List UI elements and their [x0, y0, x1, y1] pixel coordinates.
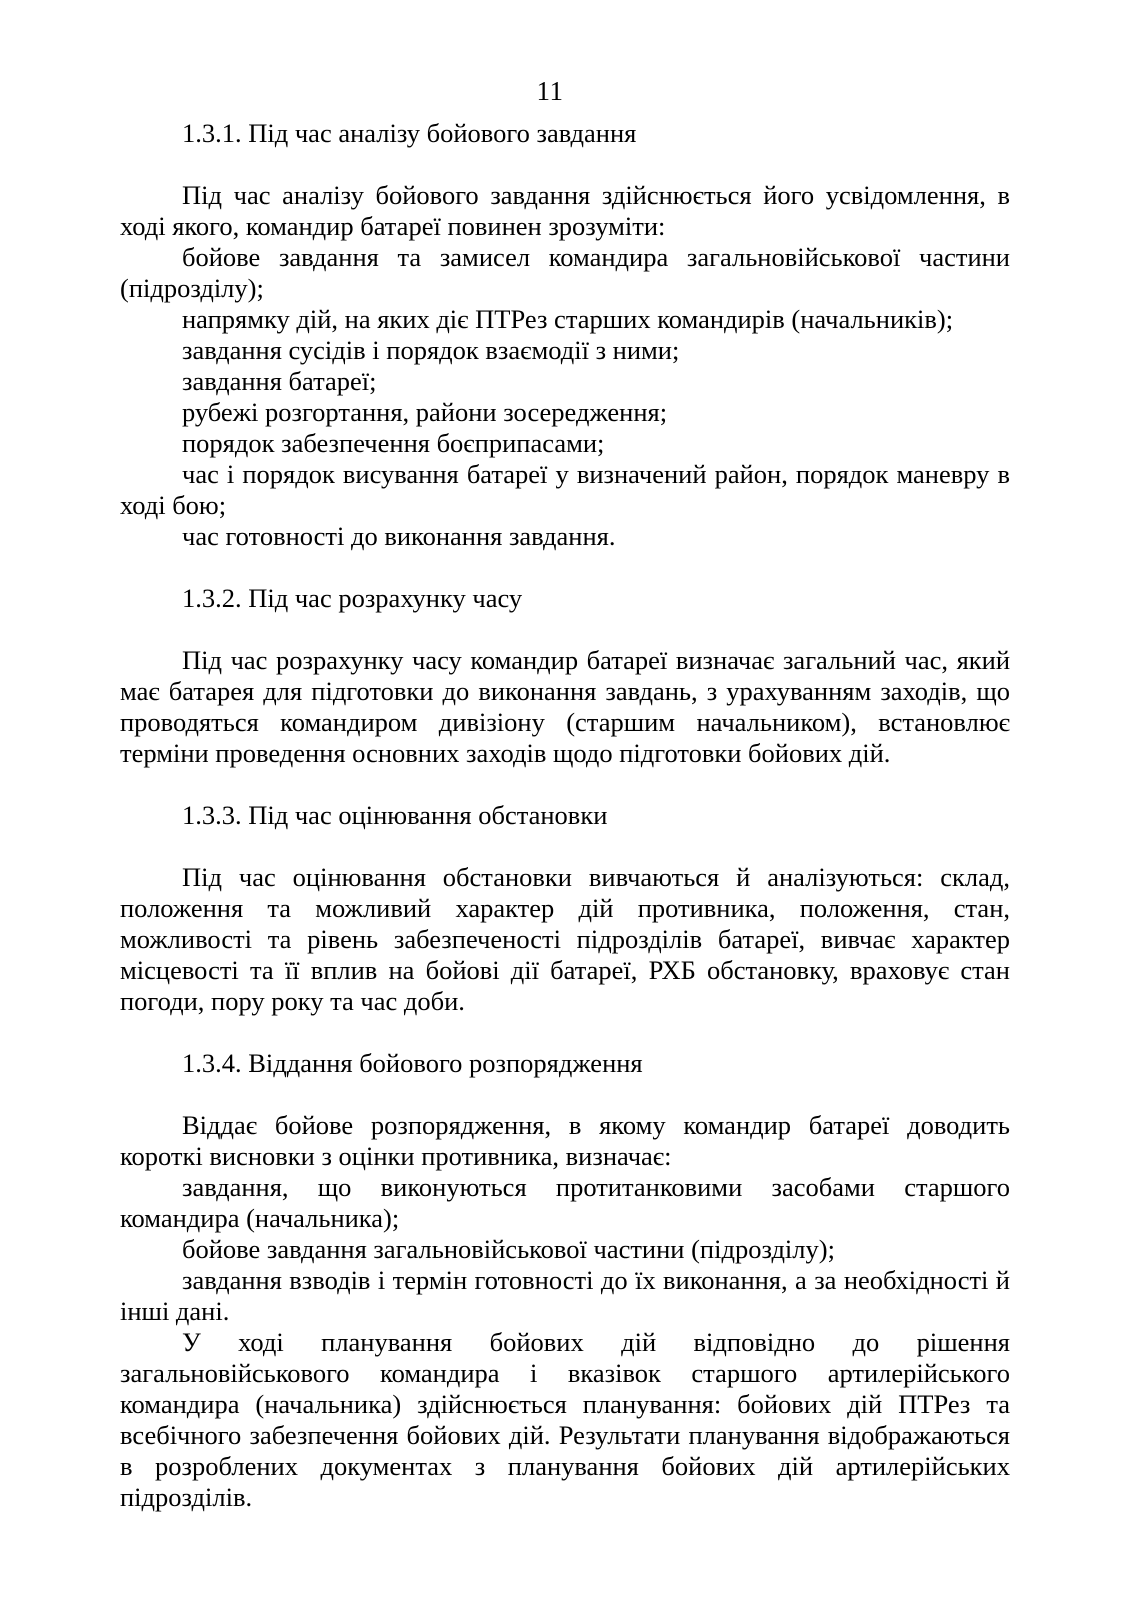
paragraph-1-3-1-intro: Під час аналізу бойового завдання здійснюється його усвідомлення, в ході якого, командир батареї повинен зрозуміти:: [120, 180, 1010, 241]
section-heading-1-3-3: 1.3.3. Під час оцінювання обстановки: [182, 800, 608, 830]
list-item-1-3-1-7: час і порядок висування батареї у визначений район, порядок маневру в ході бою;: [120, 459, 1010, 520]
list-item-1-3-1-2: напрямку дій, на яких діє ПТРез старших командирів (начальників);: [182, 304, 954, 334]
list-item-1-3-1-8: час готовності до виконання завдання.: [182, 521, 616, 551]
list-item-1-3-1-6: порядок забезпечення боєприпасами;: [182, 428, 605, 458]
paragraph-1-3-4-closing: У ході планування бойових дій відповідно до рішення загальновійськового командира і вказівок старшого артилерійського командира (начальника) здійснюється планування: бойових дій ПТРез та всебічного забезпечення бойових дій. Результати планування відображаються в розроблених документах з планування бойових дій артилерійських підрозділів.: [120, 1327, 1010, 1512]
list-item-1-3-4-2: бойове завдання загальновійськової частини (підрозділу);: [182, 1234, 835, 1264]
paragraph-1-3-4-intro: Віддає бойове розпорядження, в якому командир батареї доводить короткі висновки з оцінки противника, визначає:: [120, 1110, 1010, 1171]
list-item-1-3-4-3: завдання взводів і термін готовності до їх виконання, а за необхідності й інші дані.: [120, 1265, 1010, 1326]
spacer: [120, 769, 1010, 800]
section-heading-1-3-1: 1.3.1. Під час аналізу бойового завдання: [182, 118, 637, 148]
section-heading-1-3-2: 1.3.2. Під час розрахунку часу: [182, 583, 523, 613]
paragraph-1-3-2-body: Під час розрахунку часу командир батареї визначає загальний час, який має батарея для підготовки до виконання завдань, з урахуванням заходів, що проводяться командиром дивізіону (старшим начальником), встановлює терміни проведення основних заходів щодо підготовки бойових дій.: [120, 645, 1010, 768]
spacer: [120, 149, 1010, 180]
list-item-1-3-4-1: завдання, що виконуються протитанковими засобами старшого командира (начальника);: [120, 1172, 1010, 1233]
list-item-1-3-1-3: завдання сусідів і порядок взаємодії з ними;: [182, 335, 680, 365]
page-content: [120, 118, 1010, 1513]
spacer: [120, 831, 1010, 862]
page-number: 11: [536, 76, 564, 106]
spacer: [120, 1079, 1010, 1110]
list-item-1-3-1-4: завдання батареї;: [182, 366, 377, 396]
spacer: [120, 614, 1010, 645]
spacer: [120, 552, 1010, 583]
section-heading-1-3-4: 1.3.4. Віддання бойового розпорядження: [182, 1048, 643, 1078]
list-item-1-3-1-1: бойове завдання та замисел командира загальновійськової частини (підрозділу);: [120, 242, 1010, 303]
spacer: [120, 1017, 1010, 1048]
list-item-1-3-1-5: рубежі розгортання, райони зосередження;: [182, 397, 668, 427]
paragraph-1-3-3-body: Під час оцінювання обстановки вивчаються й аналізуються: склад, положення та можливий характер дій противника, положення, стан, можливості та рівень забезпеченості підрозділів батареї, вивчає характер місцевості та її вплив на бойові дії батареї, РХБ обстановку, враховує стан погоди, пору року та час доби.: [120, 862, 1010, 1016]
